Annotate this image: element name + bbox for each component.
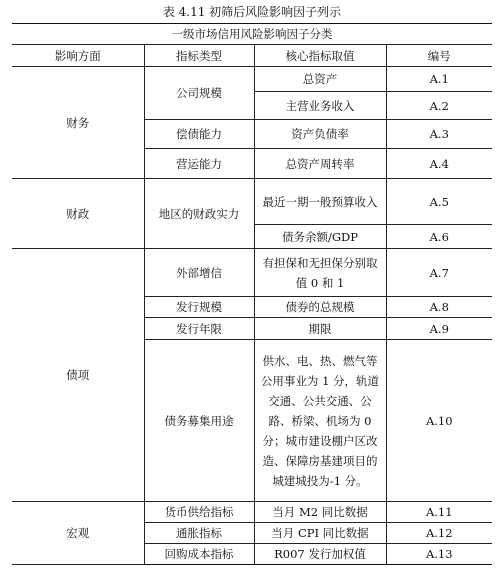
table-row [12,502,492,523]
table-row [12,249,492,297]
value-cell: 当月 CPI 同比数据 [254,523,386,544]
code-cell: A.9 [386,318,492,340]
value-cell: 主营业务收入 [254,92,386,120]
type-cell: 偿债能力 [144,120,254,149]
type-cell: 债务募集用途 [144,340,254,502]
code-cell: A.1 [386,67,492,92]
value-cell: 总资产 [254,67,386,92]
value-cell: 债务余额/GDP [254,225,386,249]
value-cell: 有担保和无担保分别取值 0 和 1 [254,249,386,297]
risk-factor-table [12,23,492,565]
type-cell: 营运能力 [144,149,254,179]
type-cell: 货币供给指标 [144,502,254,523]
value-cell: R007 发行加权值 [254,544,386,565]
header-cell-code: 编号 [386,45,492,67]
aspect-cell: 财务 [12,67,144,179]
type-cell: 公司规模 [144,67,254,120]
value-cell: 当月 M2 同比数据 [254,502,386,523]
table-row [12,67,492,92]
code-cell: A.7 [386,249,492,297]
table-row [12,179,492,225]
type-cell: 通胀指标 [144,523,254,544]
aspect-cell: 财政 [12,179,144,249]
code-cell: A.5 [386,179,492,225]
super-header-row [12,24,492,45]
aspect-cell: 债项 [12,249,144,502]
code-cell: A.8 [386,297,492,318]
value-cell: 供水、电、热、燃气等公用事业为 1 分，轨道交通、公共交通、公路、桥梁、机场为 0 分；城市建设棚户区改造、保障房基建项目的城建城投为-1 分。 [254,340,386,502]
code-cell: A.11 [386,502,492,523]
type-cell: 发行规模 [144,297,254,318]
code-cell: A.6 [386,225,492,249]
header-cell-aspect: 影响方面 [12,45,144,67]
code-cell: A.2 [386,92,492,120]
value-cell: 最近一期一般预算收入 [254,179,386,225]
type-cell: 发行年限 [144,318,254,340]
value-cell: 总资产周转率 [254,149,386,179]
type-cell: 地区的财政实力 [144,179,254,249]
code-cell: A.10 [386,340,492,502]
super-header-cell: 一级市场信用风险影响因子分类 [12,24,492,45]
value-cell: 资产负债率 [254,120,386,149]
code-cell: A.3 [386,120,492,149]
table-caption: 表 4.11 初筛后风险影响因子列示 [162,5,342,19]
code-cell: A.13 [386,544,492,565]
aspect-cell: 宏观 [12,502,144,565]
code-cell: A.4 [386,149,492,179]
value-cell: 期限 [254,318,386,340]
header-cell-value: 核心指标取值 [254,45,386,67]
type-cell: 外部增信 [144,249,254,297]
header-row [12,45,492,67]
code-cell: A.12 [386,523,492,544]
value-cell: 债券的总规模 [254,297,386,318]
header-cell-type: 指标类型 [144,45,254,67]
type-cell: 回购成本指标 [144,544,254,565]
